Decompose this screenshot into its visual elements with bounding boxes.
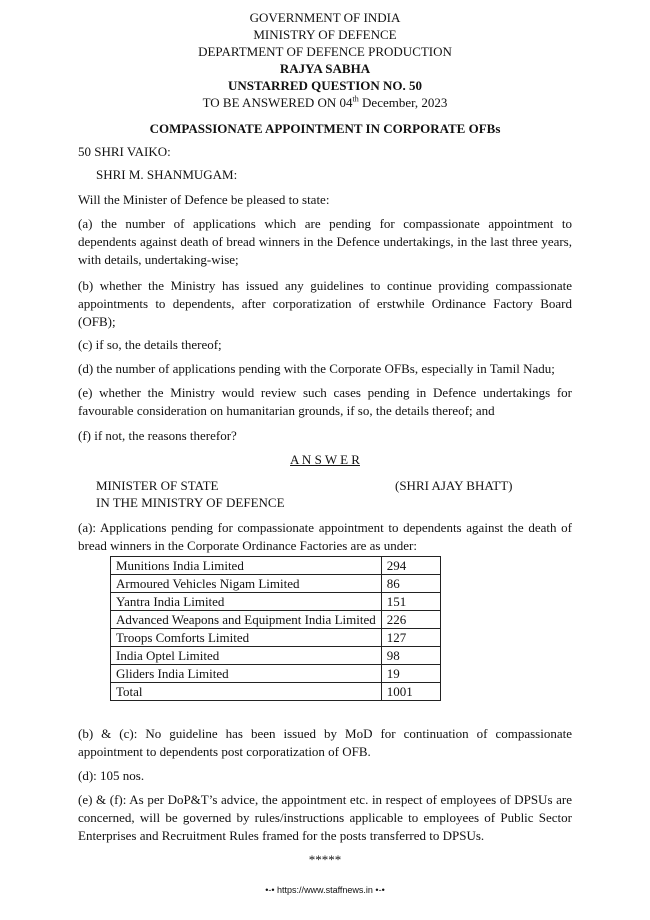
table-row: [111, 683, 441, 701]
question-f: (f) if not, the reasons therefor?: [78, 428, 237, 443]
pending-count: 127: [381, 629, 440, 647]
table-row: [111, 629, 441, 647]
pending-count: 226: [381, 611, 440, 629]
question-d: (d) the number of applications pending with the Corporate OFBs, especially in Tamil Nadu;: [78, 361, 555, 376]
header-question-no: UNSTARRED QUESTION NO. 50: [227, 78, 423, 93]
answer-a: (a): Applications pending for compassionate appointment to dependents against the death of bread winners in the Corporate Ordinance Factories are as under:: [78, 520, 572, 553]
company-name: Gliders India Limited: [111, 665, 382, 683]
company-name: India Optel Limited: [111, 647, 382, 665]
table-row: [111, 575, 441, 593]
header-ministry: MINISTRY OF DEFENCE: [253, 27, 397, 42]
answer-d: (d): 105 nos.: [78, 768, 145, 783]
end-mark: *****: [308, 852, 342, 867]
answer-bc: (b) & (c): No guideline has been issued by MoD for continuation of compassionate appointment to dependents post corporatization of OFB.: [78, 726, 572, 759]
minister-line-2: IN THE MINISTRY OF DEFENCE: [96, 495, 285, 510]
date-prefix: TO BE ANSWERED ON 04: [202, 95, 353, 110]
company-name: Total: [111, 683, 382, 701]
header-govt: GOVERNMENT OF INDIA: [249, 10, 401, 25]
minister-designation: [96, 477, 396, 511]
pending-count: 19: [381, 665, 440, 683]
table-row: [111, 557, 441, 575]
asker-1: 50 SHRI VAIKO:: [78, 144, 171, 159]
company-name: Troops Comforts Limited: [111, 629, 382, 647]
pending-count: 1001: [381, 683, 440, 701]
question-a: (a) the number of applications which are pending for compassionate appointment to dependents against death of bread winners in the Defence undertakings, in the last three years, with details, undertaking-wise;: [78, 216, 572, 267]
footer-link[interactable]: •-• https://www.staffnews.in •-•: [265, 885, 385, 895]
question-title: COMPASSIONATE APPOINTMENT IN CORPORATE OFBs: [149, 121, 501, 136]
question-c: (c) if so, the details thereof;: [78, 337, 222, 352]
pending-applications-table: [110, 556, 441, 701]
minister-line-1: MINISTER OF STATE: [96, 478, 219, 493]
date-sup: th: [352, 94, 359, 104]
question-e: (e) whether the Ministry would review such cases pending in Defence undertakings for favourable consideration on humanitarian grounds, if so, the details thereof; and: [78, 385, 572, 418]
header-house: RAJYA SABHA: [279, 61, 371, 76]
table-row: [111, 665, 441, 683]
company-name: Munitions India Limited: [111, 557, 382, 575]
answer-heading: A N S W E R: [290, 452, 360, 467]
company-name: Armoured Vehicles Nigam Limited: [111, 575, 382, 593]
pending-count: 151: [381, 593, 440, 611]
company-name: Advanced Weapons and Equipment India Limited: [111, 611, 382, 629]
asker-2: SHRI M. SHANMUGAM:: [96, 167, 238, 182]
question-b: (b) whether the Ministry has issued any guidelines to continue providing compassionate appointments to dependents, after corporatization of erstwhile Ordinance Factory Board (OFB);: [78, 278, 572, 329]
table-row: [111, 593, 441, 611]
header-department: DEPARTMENT OF DEFENCE PRODUCTION: [198, 44, 452, 59]
table-row: [111, 611, 441, 629]
date-suffix: December, 2023: [358, 95, 448, 110]
header-date: [78, 94, 572, 111]
minister-name: (SHRI AJAY BHATT): [395, 478, 513, 493]
question-intro: Will the Minister of Defence be pleased to state:: [78, 192, 330, 207]
pending-count: 98: [381, 647, 440, 665]
company-name: Yantra India Limited: [111, 593, 382, 611]
pending-count: 294: [381, 557, 440, 575]
table-row: [111, 647, 441, 665]
pending-count: 86: [381, 575, 440, 593]
answer-ef: (e) & (f): As per DoP&T’s advice, the appointment etc. in respect of employees of DPSUs are concerned, will be governed by rules/instructions applicable to employees of Public Sector Enterprises and Recruitment Rules framed for the posts transferred to DPSUs.: [78, 792, 572, 843]
document-header: [78, 9, 572, 111]
